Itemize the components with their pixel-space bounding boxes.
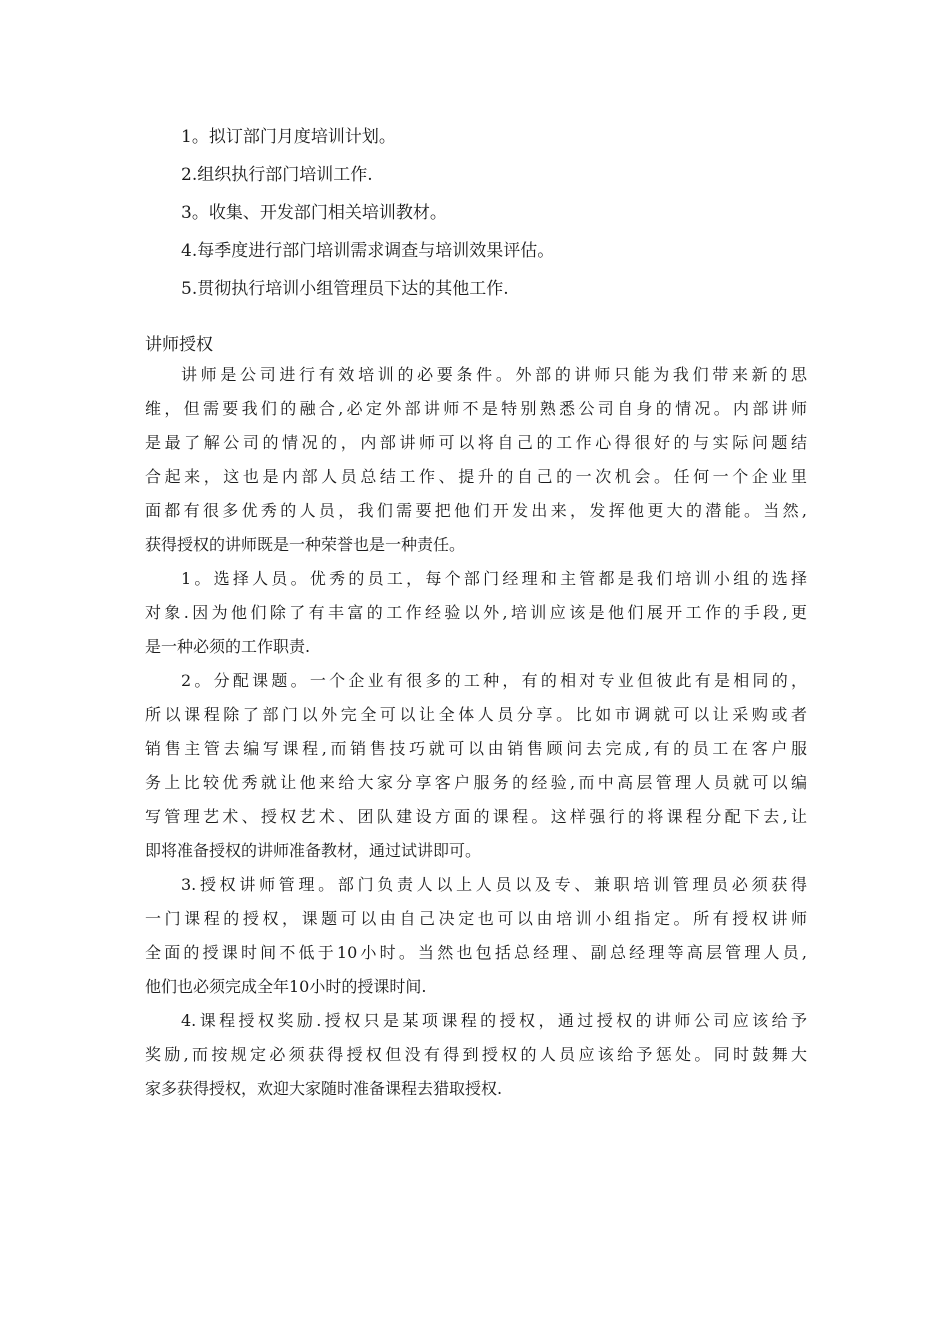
paragraph-line: 4.课程授权奖励.授权只是某项课程的授权，通过授权的讲师公司应该给予 [181, 1011, 807, 1030]
list-item: 1。拟订部门月度培训计划。 [181, 127, 396, 147]
paragraph-line: 即将准备授权的讲师准备教材，通过试讲即可。 [145, 841, 482, 860]
list-item: 3。收集、开发部门相关培训教材。 [181, 203, 447, 223]
paragraph-assign-topics [145, 668, 807, 872]
paragraph-line: 一门课程的授权，课题可以由自己决定也可以由培训小组指定。所有授权讲师 [145, 909, 807, 928]
paragraph-lecturer-management [145, 872, 807, 1008]
list-item: 4.每季度进行部门培训需求调查与培训效果评估。 [181, 241, 555, 261]
paragraph-line: 维，但需要我们的融合,必定外部讲师不是特别熟悉公司自身的情况。内部讲师 [145, 399, 807, 418]
paragraph-line: 全面的授课时间不低于10小时。当然也包括总经理、副总经理等高层管理人员, [145, 943, 807, 962]
paragraph-rewards [145, 1008, 807, 1110]
paragraph-line: 销售主管去编写课程,而销售技巧就可以由销售顾问去完成,有的员工在客户服 [145, 739, 807, 758]
paragraph-line: 合起来，这也是内部人员总结工作、提升的自己的一次机会。任何一个企业里 [145, 467, 807, 486]
paragraph-line: 他们也必须完成全年10小时的授课时间. [145, 977, 427, 996]
paragraph-line: 奖励,而按规定必须获得授权但没有得到授权的人员应该给予惩处。同时鼓舞大 [145, 1045, 807, 1064]
paragraph-line: 写管理艺术、授权艺术、团队建设方面的课程。这样强行的将课程分配下去,让 [145, 807, 807, 826]
paragraph-line: 1。选择人员。优秀的员工，每个部门经理和主管都是我们培训小组的选择 [181, 569, 807, 588]
paragraph-line: 是最了解公司的情况的，内部讲师可以将自己的工作心得很好的与实际问题结 [145, 433, 807, 452]
paragraph-line: 是一种必须的工作职责. [145, 637, 311, 656]
paragraph-line: 获得授权的讲师既是一种荣誉也是一种责任。 [145, 535, 466, 554]
duty-list [145, 118, 807, 308]
paragraph-line: 所以课程除了部门以外完全可以让全体人员分享。比如市调就可以让采购或者 [145, 705, 807, 724]
section-title: 讲师授权 [145, 335, 213, 355]
list-item: 2.组织执行部门培训工作. [181, 165, 373, 185]
paragraph-line: 3.授权讲师管理。部门负责人以上人员以及专、兼职培训管理员必须获得 [181, 875, 807, 894]
paragraph-intro [145, 362, 807, 566]
paragraph-line: 2。分配课题。一个企业有很多的工种，有的相对专业但彼此有是相同的， [181, 671, 807, 690]
paragraph-line: 讲师是公司进行有效培训的必要条件。外部的讲师只能为我们带来新的思 [181, 365, 807, 384]
paragraph-line: 对象.因为他们除了有丰富的工作经验以外,培训应该是他们展开工作的手段,更 [145, 603, 807, 622]
document-page [145, 118, 807, 1110]
list-item: 5.贯彻执行培训小组管理员下达的其他工作. [181, 279, 509, 299]
paragraph-select-staff [145, 566, 807, 668]
paragraph-line: 家多获得授权，欢迎大家随时准备课程去猎取授权. [145, 1079, 503, 1098]
paragraph-line: 务上比较优秀就让他来给大家分享客户服务的经验,而中高层管理人员就可以编 [145, 773, 807, 792]
paragraph-line: 面都有很多优秀的人员，我们需要把他们开发出来，发挥他更大的潜能。当然, [145, 501, 807, 520]
